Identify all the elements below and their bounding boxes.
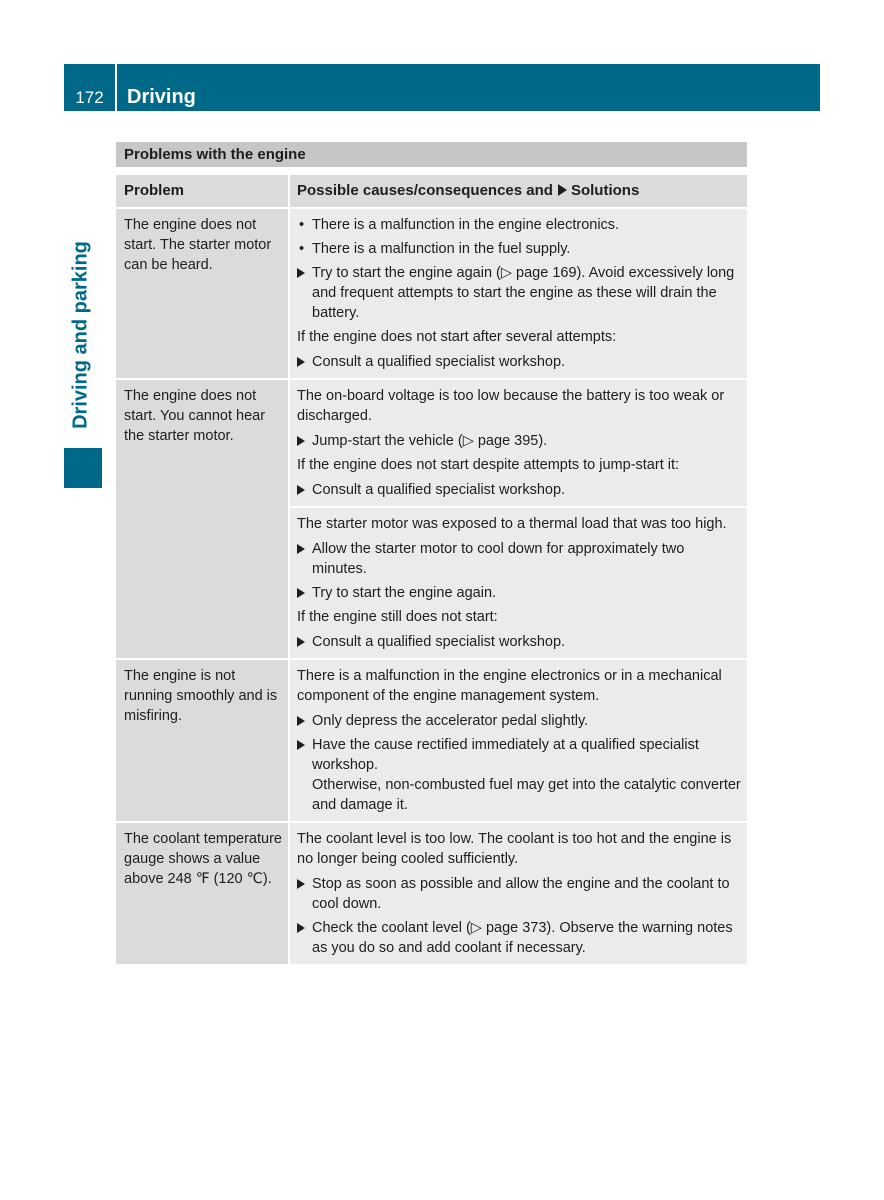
- table-row: [116, 380, 747, 658]
- solution-block: [290, 380, 747, 506]
- item-text: Have the cause rectified immediately at a qualified specialist workshop.: [312, 737, 699, 773]
- action-item: [297, 918, 741, 958]
- table-row: [116, 660, 747, 821]
- solution-block: [290, 508, 747, 658]
- solution-cell: [290, 823, 747, 964]
- action-item: [297, 735, 741, 815]
- item-note: Otherwise, non-combusted fuel may get into the catalytic converter and damage it.: [312, 777, 741, 813]
- bullet-item: [297, 215, 741, 235]
- solution-cell: [290, 209, 747, 378]
- item-text: Allow the starter motor to cool down for approximately two minutes.: [312, 541, 685, 577]
- action-arrow-icon: [297, 874, 311, 895]
- action-arrow-icon: [297, 918, 311, 939]
- page-header: [64, 64, 820, 111]
- cause-text: The coolant level is too low. The coolant is too hot and the engine is no longer being cooled sufficiently.: [297, 831, 732, 867]
- header-divider: [115, 64, 117, 111]
- problem-cell: The coolant temperature gauge shows a value above 248 ℉ (120 ℃).: [116, 823, 288, 964]
- chapter-side-tab: [64, 448, 102, 488]
- solution-block: [290, 660, 747, 821]
- action-arrow-icon: [297, 632, 311, 653]
- item-text: Jump-start the vehicle (▷ page 395).: [312, 433, 548, 449]
- item-text: Only depress the accelerator pedal slightly.: [312, 713, 589, 729]
- cause-text: There is a malfunction in the engine electronics or in a mechanical component of the engine management system.: [297, 668, 722, 704]
- cause-text: The on-board voltage is too low because the battery is too weak or discharged.: [297, 388, 725, 424]
- solution-block: [290, 823, 747, 964]
- action-arrow-icon: [297, 711, 311, 732]
- action-item: [297, 583, 741, 603]
- table-header-row: [116, 175, 747, 207]
- item-text: Try to start the engine again.: [312, 585, 497, 601]
- action-item: [297, 874, 741, 914]
- action-item: [297, 480, 741, 500]
- action-arrow-icon: [297, 431, 311, 452]
- action-item: [297, 263, 741, 323]
- bullet-dot-icon: •: [299, 241, 305, 257]
- problem-cell: The engine does not start. The starter motor can be heard.: [116, 209, 288, 378]
- action-arrow-icon: [297, 263, 311, 284]
- item-text: Try to start the engine again (▷ page 169). Avoid excessively long and frequent attempts to start the engine as these will drain the battery.: [312, 265, 735, 321]
- bullet-item: [297, 239, 741, 259]
- action-arrow-icon: [297, 352, 311, 373]
- solution-cell: [290, 660, 747, 821]
- cause-text: If the engine does not start despite attempts to jump-start it:: [297, 457, 680, 473]
- item-text: There is a malfunction in the fuel supply.: [312, 241, 571, 257]
- solution-block: [290, 209, 747, 378]
- table-row: [116, 823, 747, 964]
- bullet-dot-icon: •: [299, 217, 305, 233]
- item-text: Check the coolant level (▷ page 373). Observe the warning notes as you do so and add coolant if necessary.: [312, 920, 733, 956]
- item-text: Consult a qualified specialist workshop.: [312, 482, 566, 498]
- action-item: [297, 431, 741, 451]
- problem-cell: The engine is not running smoothly and is misfiring.: [116, 660, 288, 821]
- table-row: [116, 209, 747, 378]
- item-text: Stop as soon as possible and allow the engine and the coolant to cool down.: [312, 876, 730, 912]
- cause-text: The starter motor was exposed to a thermal load that was too high.: [297, 516, 727, 532]
- item-text: There is a malfunction in the engine electronics.: [312, 217, 620, 233]
- action-arrow-icon: [558, 184, 567, 196]
- action-arrow-icon: [297, 583, 311, 604]
- table-caption: Problems with the engine: [116, 142, 747, 167]
- chapter-side-label: Driving and parking: [69, 241, 92, 429]
- action-item: [297, 632, 741, 652]
- item-text: Consult a qualified specialist workshop.: [312, 634, 566, 650]
- problems-table: [116, 142, 747, 964]
- cause-text: If the engine still does not start:: [297, 609, 498, 625]
- problem-cell: The engine does not start. You cannot hear the starter motor.: [116, 380, 288, 658]
- action-item: [297, 352, 741, 372]
- cause-text: If the engine does not start after several attempts:: [297, 329, 617, 345]
- item-text: Consult a qualified specialist workshop.: [312, 354, 566, 370]
- column-header-problem: Problem: [116, 175, 288, 207]
- section-title: Driving: [127, 86, 196, 108]
- action-item: [297, 711, 741, 731]
- page-number: 172: [75, 88, 104, 107]
- action-arrow-icon: [297, 735, 311, 756]
- column-header-solutions-prefix: Possible causes/consequences and: [297, 182, 553, 199]
- column-header-solutions: [290, 175, 747, 207]
- action-arrow-icon: [297, 480, 311, 501]
- table-body: [116, 209, 747, 964]
- action-arrow-icon: [297, 539, 311, 560]
- action-item: [297, 539, 741, 579]
- solution-cell: [290, 380, 747, 658]
- column-header-solutions-suffix: Solutions: [570, 182, 640, 199]
